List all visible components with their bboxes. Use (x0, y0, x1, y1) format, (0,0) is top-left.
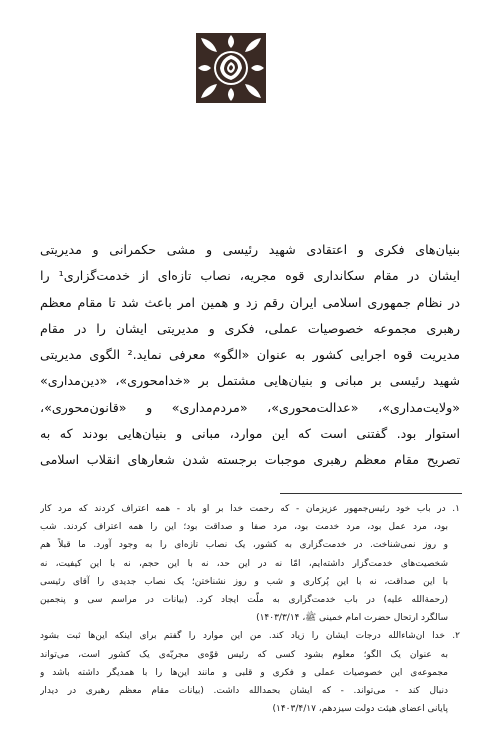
rose-ornament-icon (193, 30, 269, 106)
body-line: «ولایت‌مداری»، «عدالت‌محوری»، «مردم‌مداری» و «قانون‌محوری»، (40, 399, 460, 415)
footnote-line: سالگرد ارتحال حضرت امام خمینی ﷺ، ۱۴۰۳/۳/۱۴) (256, 613, 448, 624)
footnote-line: شخصیت‌های خدمت‌گزار داشته‌ایم، امّا نه در این حد، نه با این حجم، نه با این کیفیت، نه (40, 558, 448, 569)
footnotes (40, 500, 460, 718)
body-line: مدیریت قوه اجرایی کشور به عنوان «الگو» معرفی نماید.² الگوی مدیریتی (40, 347, 460, 363)
body-line: در نظام جمهوری اسلامی ایران رقم زد و همین امر باعث شد تا مقام معظم (40, 294, 460, 310)
footnote-line: ۱. در باب خود رئیس‌جمهور عزیزمان - که رحمت خدا بر او باد - همه اعتراف کردند که مرد کار (40, 504, 460, 514)
body-line: رهبری مجموعه خصوصیات عملی، فکری و مدیریتی ایشان را در مقام (40, 320, 460, 336)
footnote-line: پایانی اعضای هیئت دولت سیزدهم، ۱۴۰۳/۴/۱۷) (272, 704, 448, 715)
footnote-line: ۲. خدا ان‌شاءالله درجات ایشان را زیاد کند. من این موارد را گفتم برای اینکه این‌ها ثبت بشود (40, 631, 460, 642)
footnote-line: و روز نمی‌شناخت. در خدمت‌گزاری به کشور، یک نصاب تازه‌ای را به وجود آورد. ما قبلاً هم (40, 540, 448, 551)
footnote-line: مجموعه‌ی این خصوصیات عملی و فکری و قلبی و مانند این‌ها را با همدیگر داشته باشد و (40, 667, 448, 678)
body-line: تصریح مقام معظم رهبری موجبات برجسته شدن شعارهای انقلاب اسلامی (40, 452, 460, 468)
footnote-line: (رحمةالله علیه) در باب خدمت‌گزاری به ملّت ایجاد کرد. (بیانات در مراسم سی و پنجمین (40, 595, 448, 606)
footnote-line: بود، مرد عمل بود، مرد خدمت بود، مرد صفا و صداقت بود؛ این را همه اعتراف کردند. شب (40, 522, 448, 533)
body-line: شهید رئیسی بر مبانی و بنیان‌هایی مشتمل بر «خدامحوری»، «دین‌مداری» (40, 373, 460, 389)
body-line: ایشان در مقام سکانداری قوه مجریه، نصاب تازه‌ای از خدمت‌گزاری¹ را (40, 268, 460, 284)
footnote-line: دنبال کند - می‌تواند. - که ایشان بحمدالله داشت. (بیانات مقام معظم رهبری در دیدار (40, 686, 448, 697)
body-line: استوار بود. گفتنی است که این موارد، مبانی و بنیان‌هایی بودند که به (40, 426, 460, 442)
footnote-line: با این صداقت، نه با این پُرکاری و شب و روز نشناختن؛ یک نصاب جدیدی را آقای رئیسی (40, 576, 448, 587)
body-line: بنیان‌های فکری و اعتقادی شهید رئیسی و مشی حکمرانی و مدیریتی (40, 242, 460, 257)
footnote-line: به عنوان یک الگو؛ معلوم بشود کسی که رئیس قوّه‌ی مجریّه‌ی یک کشور است، می‌تواند (40, 649, 448, 660)
body-paragraph (40, 237, 460, 474)
footnote-divider (280, 493, 462, 494)
